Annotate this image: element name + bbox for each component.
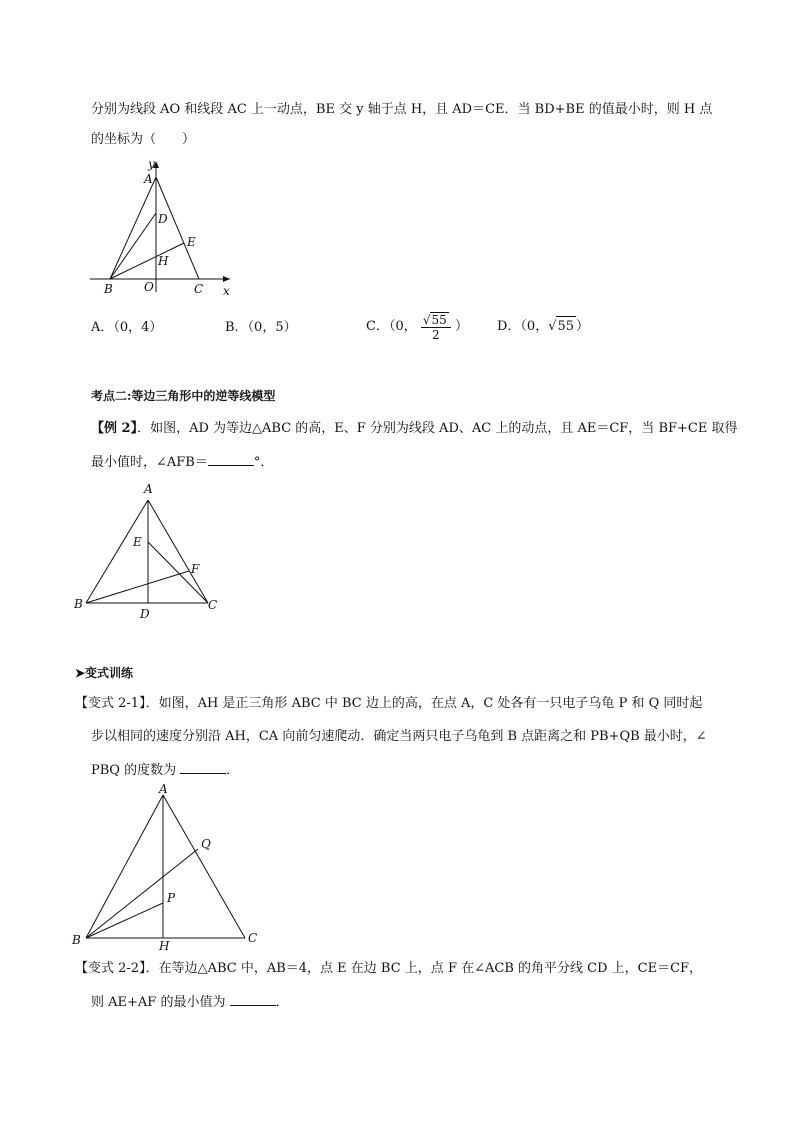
q1-text-line1: 分别为线段 AO 和线段 AC 上一动点，BE 交 y 轴于点 H，且 AD＝CE．当 BD+BE 的值最小时，则 H 点 (91, 102, 713, 117)
variant21-tag: 【变式 2-1】 (75, 696, 146, 711)
label-p: P (167, 891, 176, 905)
segment-bd (110, 213, 156, 279)
label-q: Q (201, 837, 211, 851)
label-c: C (248, 931, 258, 945)
label-d: D (158, 212, 168, 226)
option-c-fraction: $\frac{√55}{2}$ (421, 312, 451, 342)
label-a: A (159, 782, 168, 796)
variant22-tag: 【变式 2-2】 (75, 961, 146, 976)
option-c[interactable] (366, 312, 468, 346)
label-h: H (159, 939, 170, 953)
figure-coordinate-triangle (86, 155, 246, 300)
option-d-suffix: ） (576, 319, 590, 334)
variant22-line2 (91, 991, 289, 1013)
label-d: D (140, 607, 150, 621)
label-b: B (72, 933, 81, 947)
label-f: F (191, 562, 200, 576)
option-c-prefix: C．（0， (366, 319, 417, 334)
option-d-radicand: 55 (556, 316, 577, 337)
example2-line2 (91, 451, 273, 473)
figure-turtle-triangle (68, 782, 268, 954)
variant22-text1: ．在等边△ABC 中，AB＝4，点 E 在边 BC 上，点 F 在∠ACB 的角平分线 CD 上，CE＝CF， (145, 961, 703, 976)
option-c-radicand: 55 (431, 313, 447, 327)
example2-line1 (91, 419, 737, 439)
label-o: O (144, 280, 154, 294)
option-b[interactable]: B．（0，5） (225, 320, 297, 335)
example2-text2a: 最小值时，∠AFB＝ (91, 455, 208, 470)
label-c: C (194, 282, 204, 296)
variant22-text2b: ． (275, 995, 289, 1010)
label-c: C (208, 598, 218, 612)
example2-tag: 【例 2】 (91, 421, 138, 436)
label-b: B (74, 597, 83, 611)
option-d-prefix: D．（0， (497, 319, 549, 334)
variant21-line3 (91, 759, 239, 781)
option-c-suffix: ） (454, 319, 468, 334)
variant22-text2a: 则 AE+AF 的最小值为 (91, 995, 226, 1010)
option-d[interactable]: D．（0，√55 ） (497, 316, 589, 337)
label-e: E (187, 235, 196, 249)
practice-heading: ➤变式训练 (75, 666, 134, 680)
example2-text2b: °． (253, 455, 274, 470)
side-ab (110, 177, 156, 279)
label-y: y (148, 157, 155, 171)
segment-bf (86, 571, 189, 603)
section-heading: 考点二:等边三角形中的逆等线模型 (91, 389, 276, 403)
answer-blank[interactable] (180, 759, 226, 774)
answer-blank[interactable] (208, 451, 254, 466)
option-c-denominator: 2 (432, 328, 440, 342)
variant21-line1 (75, 694, 702, 714)
side-ab (86, 500, 148, 603)
variant21-line2: 步以相同的速度分别沿 AH，CA 向前匀速爬动．确定当两只电子乌龟到 B 点距离之和 PB+QB 最小时，∠ (91, 729, 707, 744)
segment-be (110, 243, 184, 279)
label-a: A (144, 482, 153, 496)
label-a: A (144, 172, 153, 186)
label-e: E (133, 535, 142, 549)
option-a[interactable]: A．（0，4） (91, 320, 163, 335)
variant21-text1: ．如图，AH 是正三角形 ABC 中 BC 边上的高，在点 A，C 处各有一只电子乌龟 P 和 Q 同时起 (145, 696, 703, 711)
label-h: H (158, 254, 169, 268)
x-axis-arrow (223, 276, 230, 282)
example2-text1: ．如图，AD 为等边△ABC 的高，E、F 分别为线段 AD、AC 上的动点，且 AE＝CF，当 BF+CE 取得 (137, 421, 738, 436)
label-b: B (104, 282, 113, 296)
variant22-line1 (75, 959, 702, 979)
segment-bq (86, 849, 198, 938)
side-ab (86, 795, 163, 938)
variant21-text3b: ． (226, 763, 240, 778)
figure-equilateral-triangle (70, 478, 230, 623)
label-x: x (223, 284, 230, 298)
q1-text-line2: 的坐标为（ ） (91, 132, 196, 147)
answer-blank[interactable] (230, 991, 276, 1006)
segment-bp (86, 903, 163, 938)
variant21-text3a: PBQ 的度数为 (91, 763, 177, 778)
